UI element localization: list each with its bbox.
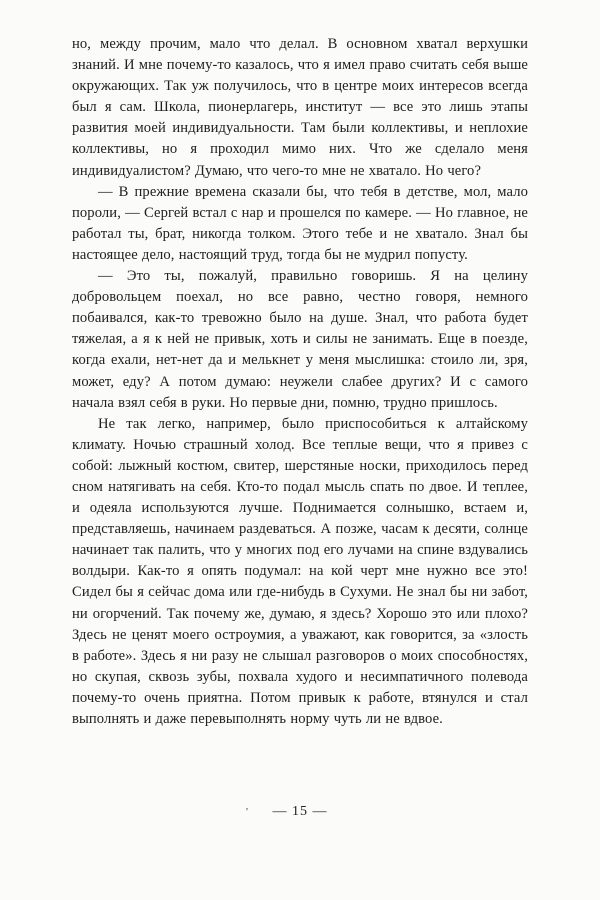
paragraph: — В прежние времена сказали бы, что тебя в детстве, мол, мало пороли, — Сергей встал с нар и прошелся по камере. — Но главное, не работал ты, брат, никогда толком. Этого тебе и не хватало. Знал бы настоящее дело, настоящий труд, тогда бы не мудрил попусту.: [72, 183, 528, 263]
paragraph: но, между прочим, мало что делал. В основном хватал верхушки знаний. И мне почему-то казалось, что я имел право считать себя выше окружающих. Так уж получилось, что в центре моих интересов всегда был я сам. Школа, пионерлагерь, институт — все это лишь этапы развития моей индивидуальности. Там были коллективы, и неплохие коллективы, но я проходил мимо них. Что же сделало меня индивидуалистом? Думаю, что чего-то мне не хватало. Но чего?: [72, 36, 528, 179]
page-marker: ': [246, 806, 249, 818]
page-number: — 15 —: [272, 804, 328, 819]
page-text-block: [72, 34, 528, 730]
page-footer: [0, 804, 600, 820]
paragraph: Не так легко, например, было приспособиться к алтайскому климату. Ночью страшный холод. Все теплые вещи, что я привез с собой: лыжный костюм, свитер, шерстяные носки, приходилось перед сном натягивать на себя. Кто-то подал мысль спать по двое. И теплее, и одеяла используются лучше. Поднимается солнышко, встаем и, представляешь, начинаем раздеваться. А позже, часам к десяти, солнце начинает так палить, что у многих под его лучами на спине вздувались волдыри. Как-то я опять подумал: на кой черт мне нужно все это! Сидел бы я сейчас дома или где-нибудь в Сухуми. Не знал бы ни забот, ни огорчений. Так почему же, думаю, я здесь? Хорошо это или плохо? Здесь не ценят моего остроумия, а уважают, как говорится, за «злость в работе». Здесь я ни разу не слышал разговоров о моих способностях, но скупая, сквозь зубы, похвала худого и несимпатичного полевода почему-то очень приятна. Потом привык к работе, втянулся и стал выполнять и даже перевыполнять норму чуть ли не вдвое.: [72, 415, 528, 727]
paragraph: — Это ты, пожалуй, правильно говоришь. Я на целину добровольцем поехал, но все равно, честно говоря, немного побаивался, как-то тревожно было на душе. Знал, что работа будет тяжелая, а я к ней не привык, хоть и силы не занимать. Еще в поезде, когда ехали, нет-нет да и мелькнет у меня мыслишка: стоило ли, зря, может, еду? А потом думаю: неужели слабее других? И с самого начала взял себя в руки. Но первые дни, помню, трудно пришлось.: [72, 268, 528, 411]
